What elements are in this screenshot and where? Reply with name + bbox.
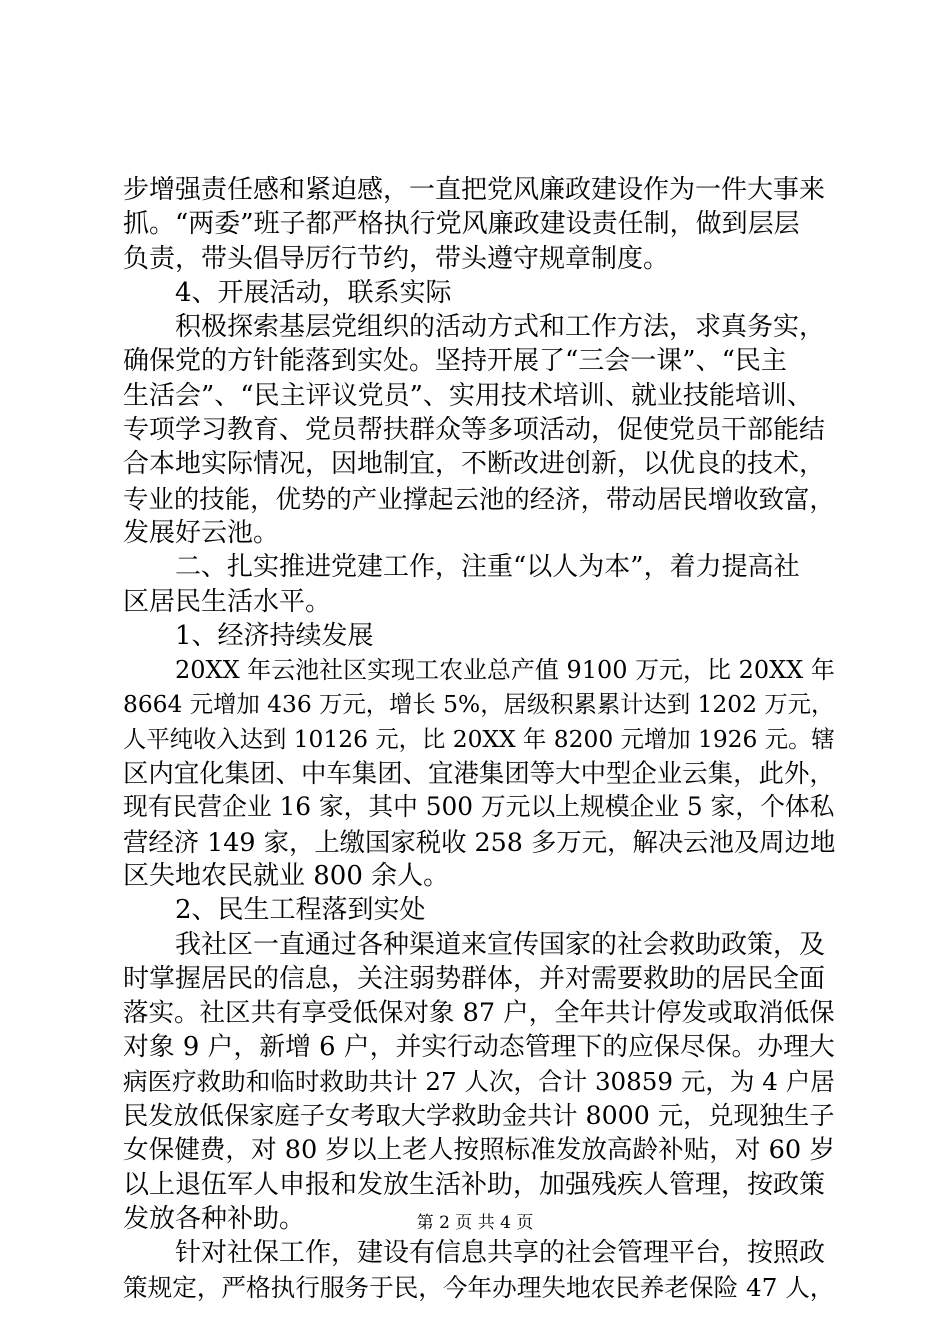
document-body (123, 173, 835, 1305)
text-line: 确保党的方针能落到实处。坚持开展了“三会一课”、“民主 (123, 346, 787, 377)
text-line: 积极探索基层党组织的活动方式和工作方法，求真务实， (175, 312, 826, 343)
text-line: 负责，带头倡导厉行节约，带头遵守规章制度。 (123, 243, 670, 274)
text-line: 我社区一直通过各种渠道来宣传国家的社会救助政策，及 (175, 929, 826, 960)
text-line: 以上退伍军人申报和发放生活补助，加强残疾人管理，按政策 (123, 1169, 826, 1200)
text-line: 对象 9 户，新增 6 户，并实行动态管理下的应保尽保。办理大 (123, 1032, 835, 1063)
text-line: 抓。“两委”班子都严格执行党风廉政建设责任制，做到层层 (123, 209, 800, 240)
text-line: 专项学习教育、党员帮扶群众等多项活动，促使党员干部能结 (123, 415, 826, 446)
text-line: 合本地实际情况，因地制宜，不断改进创新，以优良的技术， (123, 449, 826, 480)
text-line: 步增强责任感和紧迫感，一直把党风廉政建设作为一件大事来 (123, 175, 826, 205)
text-line: 时掌握居民的信息，关注弱势群体，并对需要救助的居民全面 (123, 963, 826, 994)
text-line: 二、扎实推进党建工作，注重“以人为本”，着力提高社 (175, 552, 800, 583)
text-line: 1、经济持续发展 (175, 620, 374, 651)
text-line: 策规定，严格执行服务于民，今年办理失地农民养老保险 47 人， (123, 1272, 835, 1302)
text-line: 2、民生工程落到实处 (175, 895, 426, 926)
text-line: 20XX 年云池社区实现工农业总产值 9100 万元，比 20XX 年 (175, 656, 835, 685)
text-line: 发放各种补助。 (123, 1203, 306, 1234)
text-line: 落实。社区共有享受低保对象 87 户，全年共计停发或取消低保 (123, 998, 835, 1029)
text-line: 生活会”、“民主评议党员”、实用技术培训、就业技能培训、 (123, 380, 813, 411)
text-line: 4、开展活动，联系实际 (175, 277, 452, 308)
page-footer: 第 2 页 共 4 页 (416, 1213, 534, 1233)
text-line: 发展好云池。 (123, 517, 280, 548)
text-line: 区内宜化集团、中车集团、宜港集团等大中型企业云集，此外， (123, 758, 835, 789)
text-line: 人平纯收入达到 10126 元，比 20XX 年 8200 元增加 1926 元。辖 (123, 724, 835, 753)
text-line: 专业的技能，优势的产业撑起云池的经济，带动居民增收致富， (123, 483, 835, 514)
text-line: 区居民生活水平。 (123, 586, 332, 617)
text-line: 女保健费，对 80 岁以上老人按照标准发放高龄补贴，对 60 岁 (123, 1135, 835, 1166)
text-line: 民发放低保家庭子女考取大学救助金共计 8000 元，兑现独生子 (123, 1101, 835, 1131)
text-line: 营经济 149 家，上缴国家税收 258 多万元，解决云池及周边地 (123, 826, 836, 857)
text-line: 病医疗救助和临时救助共计 27 人次，合计 30859 元，为 4 户居 (123, 1066, 835, 1096)
text-line: 区失地农民就业 800 余人。 (123, 860, 450, 891)
text-line: 现有民营企业 16 家，其中 500 万元以上规模企业 5 家，个体私 (123, 792, 835, 822)
text-line: 针对社保工作，建设有信息共享的社会管理平台，按照政 (175, 1238, 826, 1269)
text-line: 8664 元增加 436 万元，增长 5%，居级积累累计达到 1202 万元， (123, 690, 835, 719)
